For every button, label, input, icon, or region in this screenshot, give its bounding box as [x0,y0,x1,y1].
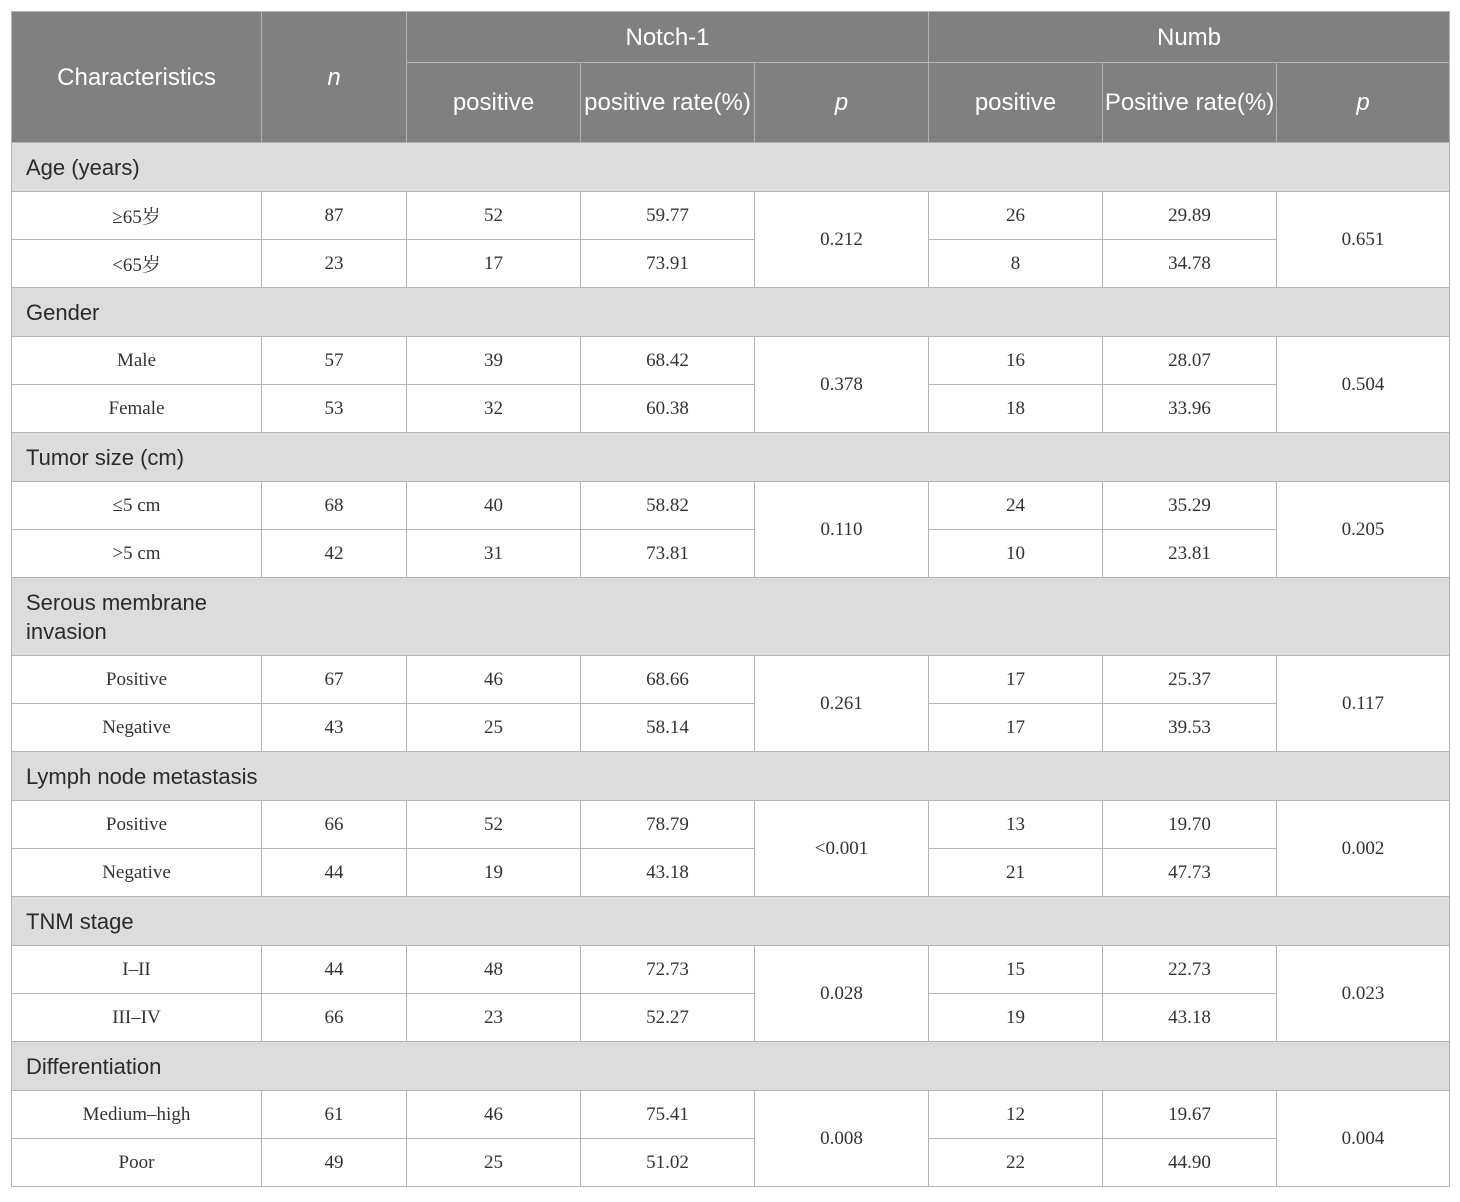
table-row [12,240,1450,288]
numb-p-cell: 0.504 [1277,337,1450,433]
header-notch-rate: positive rate(%) [581,63,755,143]
notch-rate-cell: 58.82 [581,482,755,530]
table-row [12,192,1450,240]
numb-p-cell: 0.205 [1277,482,1450,578]
group-row [12,752,1450,801]
numb-positive-cell: 12 [929,1091,1103,1139]
group-label: TNM stage [12,897,1450,946]
group-label: Lymph node metastasis [12,752,1450,801]
numb-p-cell: 0.117 [1277,656,1450,752]
characteristic-cell: Male [12,337,262,385]
notch-rate-cell: 59.77 [581,192,755,240]
header-notch-positive: positive [407,63,581,143]
table-row [12,337,1450,385]
characteristic-cell: III–IV [12,994,262,1042]
notch-p-cell: 0.212 [755,192,929,288]
numb-rate-cell: 23.81 [1103,530,1277,578]
notch-positive-cell: 46 [407,656,581,704]
n-cell: 23 [262,240,407,288]
notch-positive-cell: 48 [407,946,581,994]
notch-positive-cell: 25 [407,704,581,752]
notch-rate-cell: 73.81 [581,530,755,578]
group-row [12,897,1450,946]
group-label: Differentiation [12,1042,1450,1091]
notch-p-cell: 0.110 [755,482,929,578]
numb-rate-cell: 43.18 [1103,994,1277,1042]
numb-positive-cell: 16 [929,337,1103,385]
notch-rate-cell: 68.42 [581,337,755,385]
notch-rate-cell: 58.14 [581,704,755,752]
group-row [12,288,1450,337]
header-n: n [262,12,407,143]
notch-positive-cell: 32 [407,385,581,433]
characteristic-cell: ≤5 cm [12,482,262,530]
n-cell: 44 [262,849,407,897]
numb-positive-cell: 21 [929,849,1103,897]
table-row [12,801,1450,849]
header-row-1 [12,12,1450,63]
table-row [12,530,1450,578]
numb-positive-cell: 17 [929,656,1103,704]
n-cell: 66 [262,801,407,849]
n-cell: 44 [262,946,407,994]
n-cell: 42 [262,530,407,578]
group-label: Age (years) [12,143,1450,192]
header-notch-p: p [755,63,929,143]
characteristic-cell: Female [12,385,262,433]
characteristic-cell: Negative [12,849,262,897]
header-numb-positive: positive [929,63,1103,143]
notch-rate-cell: 52.27 [581,994,755,1042]
characteristic-cell: >5 cm [12,530,262,578]
numb-positive-cell: 19 [929,994,1103,1042]
table-row [12,385,1450,433]
notch-p-cell: <0.001 [755,801,929,897]
numb-positive-cell: 10 [929,530,1103,578]
numb-positive-cell: 24 [929,482,1103,530]
notch-rate-cell: 43.18 [581,849,755,897]
notch-rate-cell: 60.38 [581,385,755,433]
notch-positive-cell: 17 [407,240,581,288]
group-label: Tumor size (cm) [12,433,1450,482]
n-cell: 66 [262,994,407,1042]
numb-positive-cell: 26 [929,192,1103,240]
characteristic-cell: Negative [12,704,262,752]
n-cell: 68 [262,482,407,530]
numb-rate-cell: 35.29 [1103,482,1277,530]
numb-positive-cell: 17 [929,704,1103,752]
numb-rate-cell: 34.78 [1103,240,1277,288]
table-row [12,482,1450,530]
numb-rate-cell: 33.96 [1103,385,1277,433]
table-row [12,994,1450,1042]
n-cell: 57 [262,337,407,385]
numb-rate-cell: 19.67 [1103,1091,1277,1139]
notch-p-cell: 0.028 [755,946,929,1042]
numb-positive-cell: 18 [929,385,1103,433]
characteristic-cell: I–II [12,946,262,994]
numb-rate-cell: 39.53 [1103,704,1277,752]
notch-positive-cell: 46 [407,1091,581,1139]
characteristic-cell: Positive [12,801,262,849]
numb-rate-cell: 28.07 [1103,337,1277,385]
numb-rate-cell: 44.90 [1103,1139,1277,1187]
table-row [12,946,1450,994]
numb-rate-cell: 22.73 [1103,946,1277,994]
group-row [12,143,1450,192]
characteristic-cell: Medium–high [12,1091,262,1139]
numb-positive-cell: 15 [929,946,1103,994]
data-table [11,11,1450,1187]
n-cell: 49 [262,1139,407,1187]
notch-positive-cell: 31 [407,530,581,578]
notch-positive-cell: 52 [407,192,581,240]
numb-p-cell: 0.651 [1277,192,1450,288]
table-row [12,1091,1450,1139]
notch-p-cell: 0.008 [755,1091,929,1187]
group-label: Gender [12,288,1450,337]
notch-rate-cell: 78.79 [581,801,755,849]
notch-positive-cell: 23 [407,994,581,1042]
numb-rate-cell: 29.89 [1103,192,1277,240]
numb-positive-cell: 22 [929,1139,1103,1187]
notch-positive-cell: 39 [407,337,581,385]
numb-p-cell: 0.023 [1277,946,1450,1042]
notch-rate-cell: 73.91 [581,240,755,288]
numb-rate-cell: 47.73 [1103,849,1277,897]
notch-rate-cell: 72.73 [581,946,755,994]
n-cell: 67 [262,656,407,704]
notch-rate-cell: 68.66 [581,656,755,704]
n-cell: 61 [262,1091,407,1139]
table-body [12,143,1450,1187]
header-numb-p: p [1277,63,1450,143]
table-header [12,12,1450,143]
group-row [12,1042,1450,1091]
numb-p-cell: 0.004 [1277,1091,1450,1187]
table-row [12,849,1450,897]
characteristic-cell: Positive [12,656,262,704]
notch-positive-cell: 19 [407,849,581,897]
table-row [12,1139,1450,1187]
numb-rate-cell: 19.70 [1103,801,1277,849]
numb-p-cell: 0.002 [1277,801,1450,897]
header-notch1: Notch-1 [407,12,929,63]
header-numb: Numb [929,12,1450,63]
numb-rate-cell: 25.37 [1103,656,1277,704]
characteristic-cell: Poor [12,1139,262,1187]
group-label: Serous membrane invasion [12,578,1450,656]
notch-positive-cell: 40 [407,482,581,530]
n-cell: 87 [262,192,407,240]
notch-rate-cell: 51.02 [581,1139,755,1187]
header-characteristics: Characteristics [12,12,262,143]
characteristic-cell: ≥65岁 [12,192,262,240]
n-cell: 43 [262,704,407,752]
header-numb-rate: Positive rate(%) [1103,63,1277,143]
n-cell: 53 [262,385,407,433]
notch-p-cell: 0.378 [755,337,929,433]
numb-positive-cell: 8 [929,240,1103,288]
table-row [12,656,1450,704]
group-row [12,433,1450,482]
notch-positive-cell: 52 [407,801,581,849]
characteristic-cell: <65岁 [12,240,262,288]
table-row [12,704,1450,752]
notch-rate-cell: 75.41 [581,1091,755,1139]
notch-positive-cell: 25 [407,1139,581,1187]
numb-positive-cell: 13 [929,801,1103,849]
notch-p-cell: 0.261 [755,656,929,752]
group-row [12,578,1450,656]
